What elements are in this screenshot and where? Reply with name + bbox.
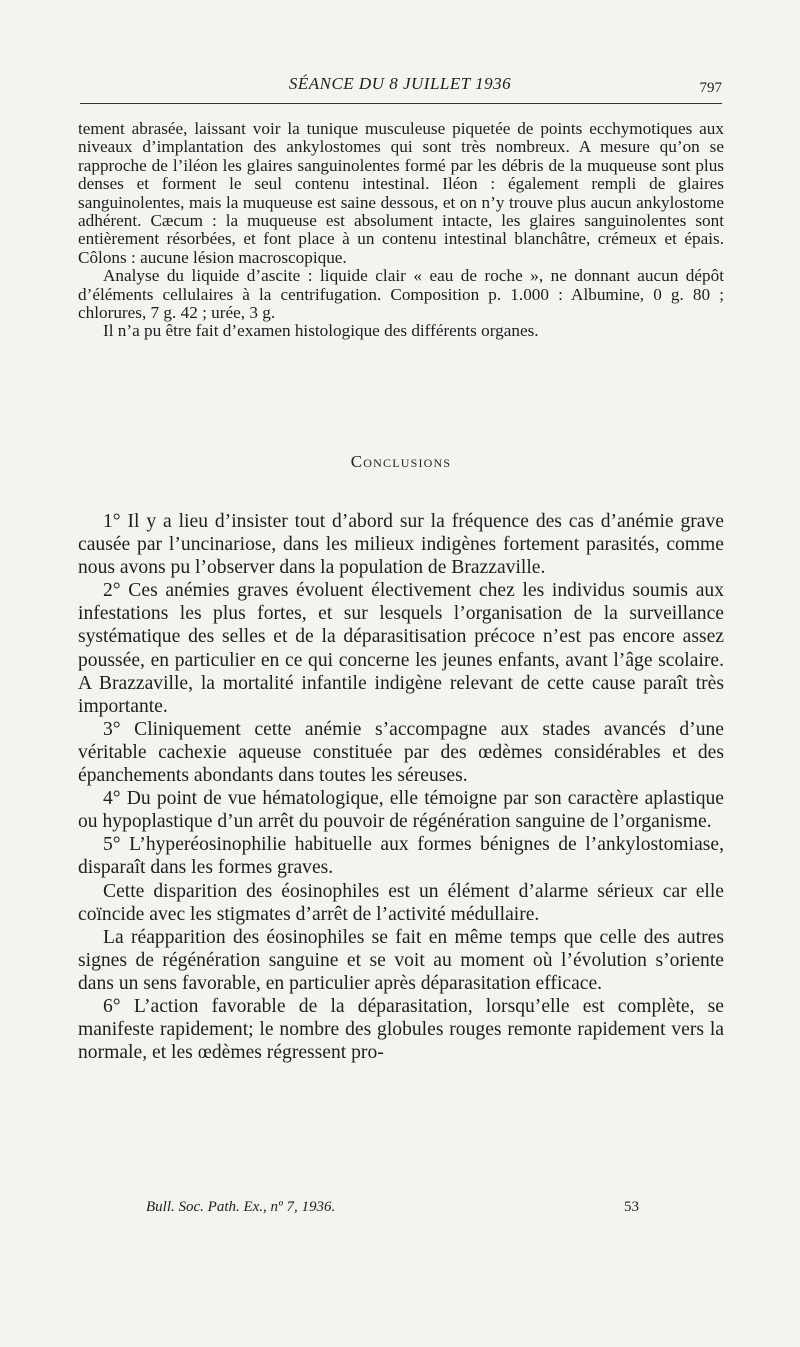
paragraph: Analyse du liquide d’ascite : liquide clair « eau de roche », ne donnant aucun dépôt d’éléments cellulaires à la centrifugation. Composition p. 1.000 : Albumine, 0 g. 80 ; chlorures, 7 g. 42 ; urée, 3 g. — [78, 266, 724, 323]
conclusion-item: 3° Cliniquement cette anémie s’accompagne aux stades avancés d’une véritable cachexie aqueuse constituée par des œdèmes considérables et des épanchements abondants dans toutes les séreuses. — [78, 718, 724, 787]
conclusion-item: Cette disparition des éosinophiles est un élément d’alarme sérieux car elle coïncide avec les stigmates d’arrêt de l’activité médullaire. — [78, 880, 724, 925]
conclusion-item: 4° Du point de vue hématologique, elle témoigne par son caractère aplastique ou hypoplastique d’un arrêt du pouvoir de régénération sanguine de l’organisme. — [78, 788, 724, 833]
paragraph: tement abrasée, laissant voir la tunique musculeuse piquetée de points ecchymotiques aux niveaux d’implantation des ankylostomes qui sont très nombreux. A mesure qu’on se rapproche de l’iléon les glaires sanguinolentes formé par les débris de la muqueuse sont plus denses et forment le seul contenu intestinal. Iléon : également rempli de glaires sanguinolentes, mais la muqueuse est saine dessous, et on n’y trouve plus aucun ankylostome adhérent. Cæcum : la muqueuse est absolument intacte, les glaires sanguinolentes sont entièrement résorbées, et font place à un contenu intestinal blanchâtre, crémeux et épais. Côlons : aucune lésion macroscopique. — [78, 119, 724, 267]
journal-reference: Bull. Soc. Path. Ex., nº 7, 1936. — [146, 1199, 336, 1215]
signature-mark: 53 — [624, 1199, 639, 1215]
section-heading: Conclusions — [350, 452, 452, 471]
conclusion-item: 2° Ces anémies graves évoluent électivement chez les individus soumis aux infestations les plus fortes, et sur lesquels l’organisation de la surveillance systématique des selles et de la déparasitisation précoce n’est pas encore assez poussée, en particulier en ce qui concerne les jeunes enfants, avant l’âge scolaire. A Brazzaville, la mortalité infantile indigène relevant de cette cause paraît très importante. — [78, 580, 724, 717]
running-title: SÉANCE DU 8 JUILLET 1936 — [288, 74, 512, 93]
autopsy-text — [78, 120, 724, 341]
header-rule — [80, 103, 722, 104]
conclusion-item: 6° L’action favorable de la déparasitation, lorsqu’elle est complète, se manifeste rapidement; le nombre des globules rouges remonte rapidement vers la normale, et les œdèmes régressent pro- — [78, 995, 724, 1064]
running-head — [78, 74, 722, 104]
conclusion-item: La réapparition des éosinophiles se fait en même temps que celle des autres signes de régénération sanguine et se voit au moment où l’évolution s’oriente dans un sens favorable, en particulier après déparasitation efficace. — [78, 926, 724, 994]
conclusions-text — [78, 510, 724, 1064]
footer — [78, 1199, 724, 1223]
conclusion-item: 1° Il y a lieu d’insister tout d’abord sur la fréquence des cas d’anémie grave causée par l’uncinariose, dans les milieux indigènes fortement parasités, comme nous avons pu l’observer dans la population de Brazzaville. — [78, 511, 724, 579]
paragraph: Il n’a pu être fait d’examen histologique des différents organes. — [103, 321, 539, 341]
conclusion-item: 5° L’hyperéosinophilie habituelle aux formes bénignes de l’ankylostomiase, disparaît dans les formes graves. — [78, 834, 724, 879]
page-number: 797 — [699, 80, 722, 96]
